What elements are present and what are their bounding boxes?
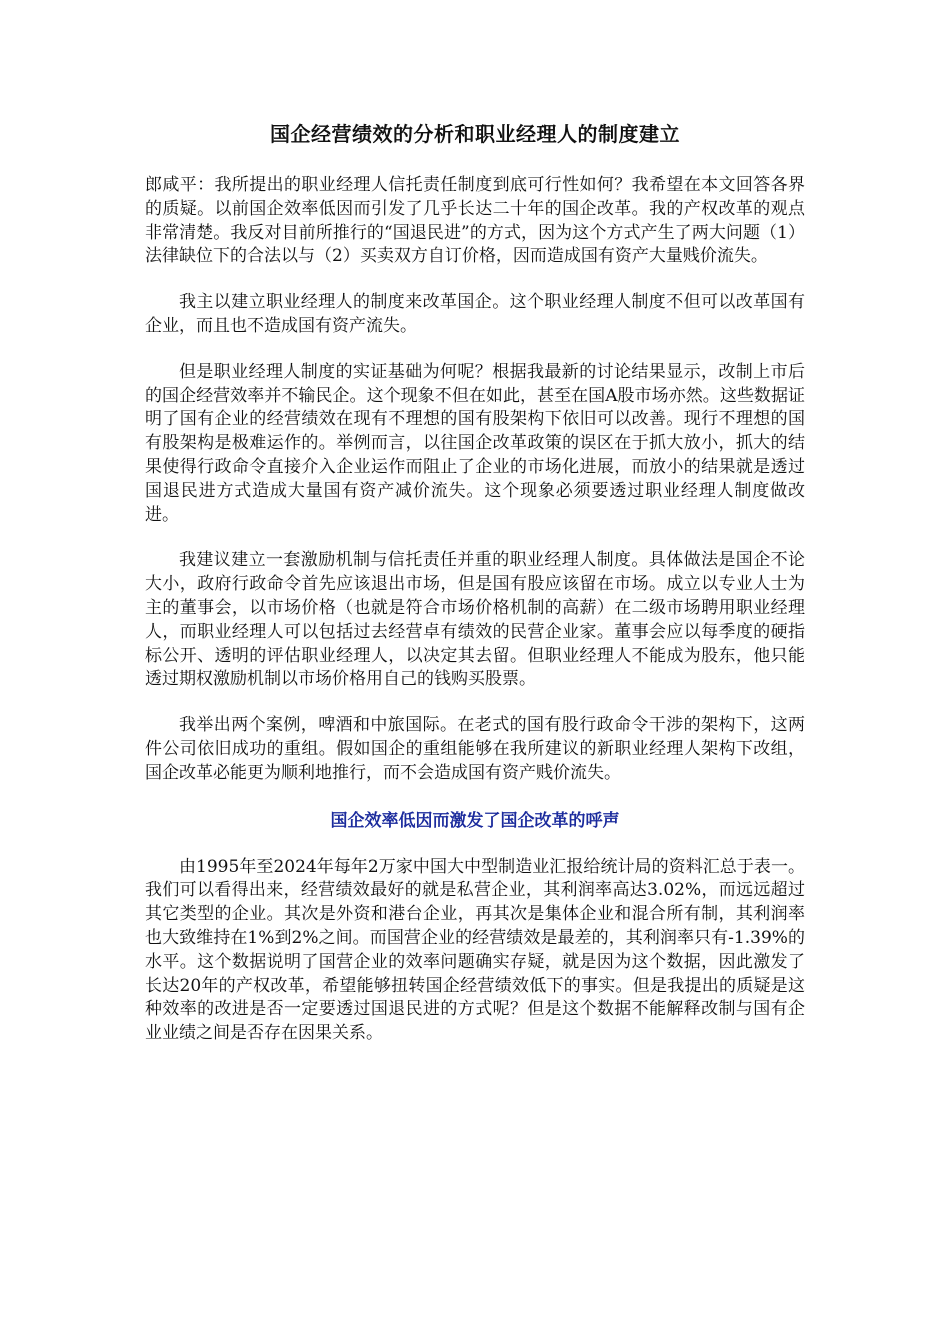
document-title: 国企经营绩效的分析和职业经理人的制度建立: [270, 122, 680, 146]
section-heading: 国企效率低因而激发了国企改革的呼声: [330, 810, 620, 831]
paragraph-cases: 我举出两个案例，啤酒和中旅国际。在老式的国有股行政命令干涉的架构下，这两件公司依旧成功的重组。假如国企的重组能够在我所建议的新职业经理人架构下改组，国企改革必能更为顺利地推行，而不会造成国有资产贱价流失。: [145, 715, 805, 783]
paragraph-proposal: 我主以建立职业经理人的制度来改革国企。这个职业经理人制度不但可以改革国有企业，而且也不造成国有资产流失。: [145, 292, 805, 336]
document-body: [145, 118, 805, 1068]
paragraph-intro: 郎咸平：我所提出的职业经理人信托责任制度到底可行性如何？我希望在本文回答各界的质疑。以前国企效率低因而引发了几乎长达二十年的国企改革。我的产权改革的观点非常清楚。我反对目前所推行的“国退民进”的方式，因为这个方式产生了两大问题（1）法律缺位下的合法以与（2）买卖双方自订价格，因而造成国有资产大量贱价流失。: [145, 175, 805, 267]
paragraph-empirical-basis: 但是职业经理人制度的实证基础为何呢？根据我最新的讨论结果显示，改制上市后的国企经营效率并不输民企。这个现象不但在如此，甚至在国A股市场亦然。这些数据证明了国有企业的经营绩效在现有不理想的国有股架构下依旧可以改善。现行不理想的国有股架构是极难运作的。举例而言，以往国企改革政策的误区在于抓大放小，抓大的结果使得行政命令直接介入企业运作而阻止了企业的市场化进展，而放小的结果就是透过国退民进方式造成大量国有资产减价流失。这个现象必须要透过职业经理人制度做改进。: [145, 361, 805, 525]
paragraph-statistics: 由1995年至2024年每年2万家中国大中型制造业汇报给统计局的资料汇总于表一。我们可以看得出来，经营绩效最好的就是私营企业，其利润率高达3.02%，而远远超过其它类型的企业。其次是外资和港台企业，再其次是集体企业和混合所有制，其利润率也大致维持在1%到2%之间。而国营企业的经营绩效是最差的，其利润率只有-1.39%的水平。这个数据说明了国营企业的效率问题确实存疑，就是因为这个数据，因此激发了长达20年的产权改革，希望能够扭转国企经营绩效低下的事实。但是我提出的质疑是这种效率的改进是否一定要透过国退民进的方式呢？但是这个数据不能解释改制与国有企业业绩之间是否存在因果关系。: [145, 856, 805, 1044]
paragraph-mechanism: 我建议建立一套激励机制与信托责任并重的职业经理人制度。具体做法是国企不论大小，政府行政命令首先应该退出市场，但是国有股应该留在市场。成立以专业人士为主的董事会，以市场价格（也就是符合市场价格机制的高薪）在二级市场聘用职业经理人，而职业经理人可以包括过去经营卓有绩效的民营企业家。董事会应以每季度的硬指标公开、透明的评估职业经理人，以决定其去留。但职业经理人不能成为股东，他只能透过期权激励机制以市场价格用自己的钱购买股票。: [145, 550, 805, 690]
